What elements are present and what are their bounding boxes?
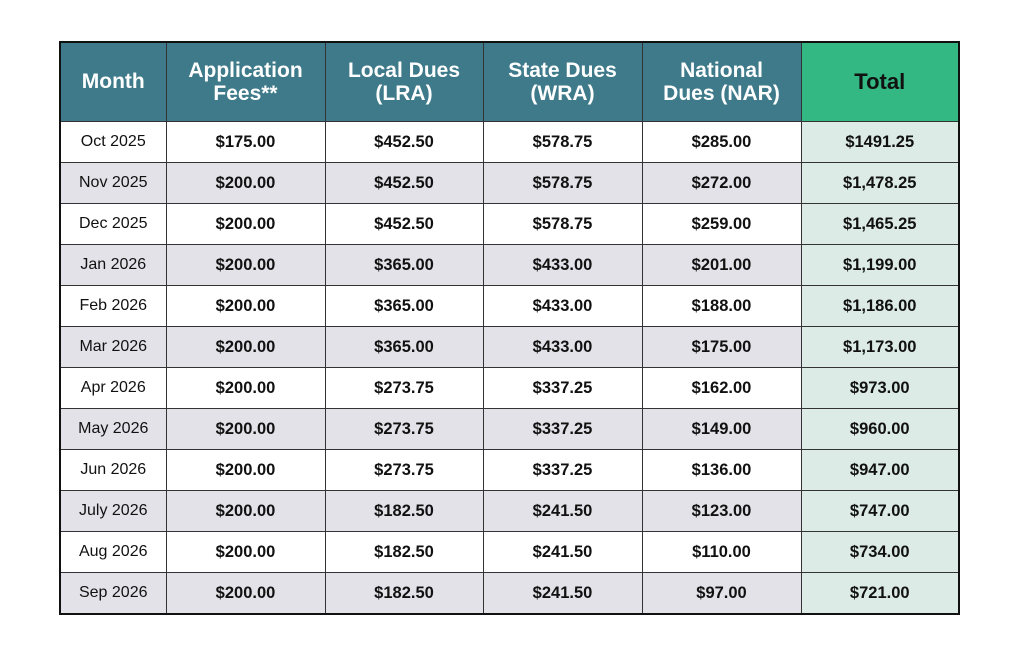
table-row [60,573,959,615]
header-month: Month [60,42,166,122]
cell-local-dues: $182.50 [325,491,483,532]
cell-total: $960.00 [801,409,959,450]
table-row [60,245,959,286]
table-row [60,122,959,163]
cell-local-dues: $452.50 [325,204,483,245]
cell-state-dues: $433.00 [483,245,642,286]
header-state-dues: State Dues (WRA) [483,42,642,122]
cell-application-fees: $200.00 [166,163,325,204]
cell-local-dues: $452.50 [325,122,483,163]
cell-application-fees: $200.00 [166,286,325,327]
cell-month: Feb 2026 [60,286,166,327]
table-row [60,368,959,409]
cell-national-dues: $123.00 [642,491,801,532]
cell-application-fees: $200.00 [166,327,325,368]
cell-national-dues: $175.00 [642,327,801,368]
cell-total: $1,186.00 [801,286,959,327]
cell-month: Mar 2026 [60,327,166,368]
cell-state-dues: $241.50 [483,491,642,532]
cell-local-dues: $273.75 [325,368,483,409]
cell-national-dues: $110.00 [642,532,801,573]
cell-national-dues: $136.00 [642,450,801,491]
cell-local-dues: $182.50 [325,532,483,573]
cell-application-fees: $200.00 [166,409,325,450]
cell-total: $973.00 [801,368,959,409]
cell-national-dues: $188.00 [642,286,801,327]
cell-local-dues: $365.00 [325,286,483,327]
dues-table [59,41,960,615]
cell-local-dues: $452.50 [325,163,483,204]
cell-total: $1,173.00 [801,327,959,368]
cell-month: Apr 2026 [60,368,166,409]
cell-national-dues: $285.00 [642,122,801,163]
cell-application-fees: $200.00 [166,491,325,532]
table-row [60,409,959,450]
cell-national-dues: $162.00 [642,368,801,409]
table-header [60,42,959,122]
cell-state-dues: $433.00 [483,286,642,327]
cell-total: $721.00 [801,573,959,615]
cell-application-fees: $200.00 [166,450,325,491]
cell-application-fees: $200.00 [166,204,325,245]
cell-month: Aug 2026 [60,532,166,573]
cell-state-dues: $337.25 [483,409,642,450]
table-row [60,450,959,491]
cell-month: Nov 2025 [60,163,166,204]
cell-application-fees: $200.00 [166,245,325,286]
cell-national-dues: $201.00 [642,245,801,286]
cell-application-fees: $175.00 [166,122,325,163]
header-total: Total [801,42,959,122]
cell-local-dues: $273.75 [325,409,483,450]
cell-month: May 2026 [60,409,166,450]
cell-national-dues: $97.00 [642,573,801,615]
table-row [60,532,959,573]
cell-national-dues: $259.00 [642,204,801,245]
cell-national-dues: $272.00 [642,163,801,204]
cell-state-dues: $337.25 [483,450,642,491]
table-body [60,122,959,615]
cell-application-fees: $200.00 [166,573,325,615]
cell-state-dues: $578.75 [483,163,642,204]
cell-state-dues: $433.00 [483,327,642,368]
cell-local-dues: $182.50 [325,573,483,615]
cell-state-dues: $241.50 [483,532,642,573]
cell-month: Oct 2025 [60,122,166,163]
cell-month: Sep 2026 [60,573,166,615]
cell-local-dues: $365.00 [325,245,483,286]
cell-month: July 2026 [60,491,166,532]
header-row [60,42,959,122]
header-local-dues: Local Dues (LRA) [325,42,483,122]
cell-national-dues: $149.00 [642,409,801,450]
table-row [60,163,959,204]
table-row [60,491,959,532]
cell-state-dues: $578.75 [483,204,642,245]
cell-state-dues: $578.75 [483,122,642,163]
table-row [60,286,959,327]
cell-total: $734.00 [801,532,959,573]
cell-total: $1,478.25 [801,163,959,204]
cell-total: $947.00 [801,450,959,491]
cell-local-dues: $273.75 [325,450,483,491]
cell-application-fees: $200.00 [166,368,325,409]
cell-total: $1,465.25 [801,204,959,245]
table-row [60,204,959,245]
cell-total: $1,199.00 [801,245,959,286]
cell-total: $747.00 [801,491,959,532]
cell-state-dues: $241.50 [483,573,642,615]
cell-state-dues: $337.25 [483,368,642,409]
header-application-fees: Application Fees** [166,42,325,122]
cell-application-fees: $200.00 [166,532,325,573]
cell-month: Dec 2025 [60,204,166,245]
cell-month: Jun 2026 [60,450,166,491]
table-row [60,327,959,368]
header-national-dues: National Dues (NAR) [642,42,801,122]
cell-month: Jan 2026 [60,245,166,286]
cell-total: $1491.25 [801,122,959,163]
cell-local-dues: $365.00 [325,327,483,368]
